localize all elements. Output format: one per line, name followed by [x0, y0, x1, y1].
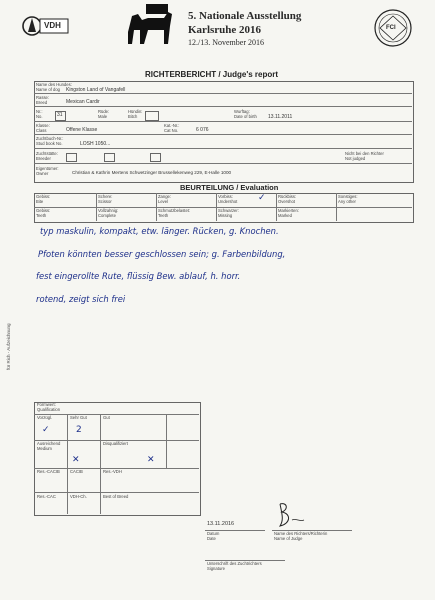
- breed-label: Rasse: Breed: [36, 95, 50, 105]
- not-judged-label: Nicht bei den Richter Not judged: [345, 151, 384, 161]
- breed-value: Mexican Cardir: [66, 99, 100, 105]
- owner-label: Eigentümer: Owner: [36, 166, 59, 176]
- vdh-logo: [22, 8, 70, 44]
- grade-very-good: Sehr Gut: [70, 415, 87, 420]
- male-label: Rüde: Male: [98, 109, 110, 119]
- class-label: Klasse: Class: [36, 123, 50, 133]
- grade-disqualified: Disqualifiziert: [103, 441, 128, 446]
- kennel-box-2: [104, 153, 115, 162]
- eval-soiled-label: Schmutzbelastet: Teeth: [158, 208, 191, 218]
- judge-name-label: Name des Richters/Richterin Name of Judge: [274, 531, 328, 541]
- eval-scissor-label: Schere: Scissor: [98, 194, 113, 204]
- report-title: RICHTERBERICHT / Judge's report: [145, 70, 279, 79]
- owner-value: Christian & Kathrin Mertens Schwetzinger Brussellekenweg 229, E-Halle 1000: [72, 170, 232, 175]
- excellent-checkmark: ✓: [42, 425, 50, 435]
- undershot-checkmark: ✓: [258, 193, 266, 203]
- grade-good: Gut: [103, 415, 110, 420]
- handwriting-line-1: typ maskulin, kompakt, etw. länger. Rücken, g. Knochen.: [40, 226, 279, 236]
- class-value: Offene Klasse: [66, 127, 98, 133]
- event-date: 12./13. November 2016: [188, 38, 264, 47]
- fci-logo-text: FCI: [386, 25, 396, 31]
- event-location: Karlsruhe 2016: [188, 24, 262, 36]
- sign-date-label: Datum Date: [207, 531, 220, 541]
- award-bob: Best of Breed: [103, 494, 129, 499]
- female-checkbox[interactable]: [145, 111, 159, 121]
- dob-label: Wurftag: Date of birth: [234, 109, 257, 119]
- award-res-cac: Res.-CAC: [37, 494, 56, 499]
- evaluation-title: BEURTEILUNG / Evaluation: [180, 183, 279, 192]
- award-res-vdh: Res.-VDH: [103, 469, 122, 474]
- eval-overshot-label: Rückbiss: Overshot: [278, 194, 297, 204]
- handwriting-line-2: Pfoten könnten besser geschlossen sein; g. Farbenbildung,: [38, 249, 286, 259]
- stud-label: Zuchtbuch-Nr.: Stud book No.: [36, 136, 64, 146]
- rank-mark: 2: [76, 425, 82, 435]
- eval-missing-label: Schwarzer: Missing: [218, 208, 239, 218]
- grade-excellent: Vorzügl.: [37, 415, 53, 420]
- handwriting-line-3: fest eingerollte Rute, flüssig Bew. ablauf, h. horr.: [36, 271, 241, 281]
- eval-teeth-label: Gebiss: Teeth: [36, 208, 51, 218]
- fci-logo: [368, 8, 418, 52]
- sign-date: 13.11.2016: [207, 521, 235, 527]
- kennel-box-3: [150, 153, 161, 162]
- number-value: 31: [57, 112, 63, 118]
- eval-marked-label: Markierten: Marked: [278, 208, 299, 218]
- eval-level-label: Zange: Level: [158, 194, 172, 204]
- vdh-logo-text: VDH: [44, 21, 61, 30]
- side-note: für Rich - Aufzeichnung: [6, 323, 11, 370]
- eval-undershot-label: Vorbiss: Undershot: [218, 194, 238, 204]
- eval-other-label: Sonstiges: Any other: [338, 194, 358, 204]
- cat-label: Kat.-Nr.: Cat No.: [164, 123, 180, 133]
- signature-label: Unterschrift des Zuchtrichters Signature: [207, 561, 262, 571]
- award-res-cacib: Res.-CACIB: [37, 469, 60, 474]
- cross-mark-1: ✕: [72, 455, 80, 465]
- event-title: 5. Nationale Ausstellung: [188, 10, 302, 22]
- number-label: Nr.: No.: [36, 109, 43, 119]
- award-vdh-ch: VDH-Ch.: [70, 494, 87, 499]
- dog-logo: [118, 4, 178, 52]
- dog-name-value: Kingston Land of Vangafell: [66, 87, 126, 93]
- grade-medium: Ausreichend Medium: [37, 441, 61, 451]
- cross-mark-2: ✕: [147, 455, 155, 465]
- dog-name-label: Name des Hundes: Name of dog: [36, 82, 72, 92]
- female-label: Hündin: Bitch: [128, 109, 143, 119]
- kennel-label: Zuchtstätte: Breeder: [36, 151, 58, 161]
- eval-complete-label: Vollzahnig: Complete: [98, 208, 119, 218]
- dob-value: 13.11.2011: [268, 114, 293, 120]
- cat-value: 6 076: [196, 127, 209, 133]
- eval-bite-label: Gebiss: Bite: [36, 194, 51, 204]
- grades-title: Formwert: Qualification: [37, 402, 61, 412]
- kennel-box: [66, 153, 77, 162]
- award-cacib: CACIB: [70, 469, 83, 474]
- stud-value: LOSH 1050...: [80, 141, 111, 147]
- handwriting-line-4: rotend, zeigt sich frei: [36, 294, 126, 304]
